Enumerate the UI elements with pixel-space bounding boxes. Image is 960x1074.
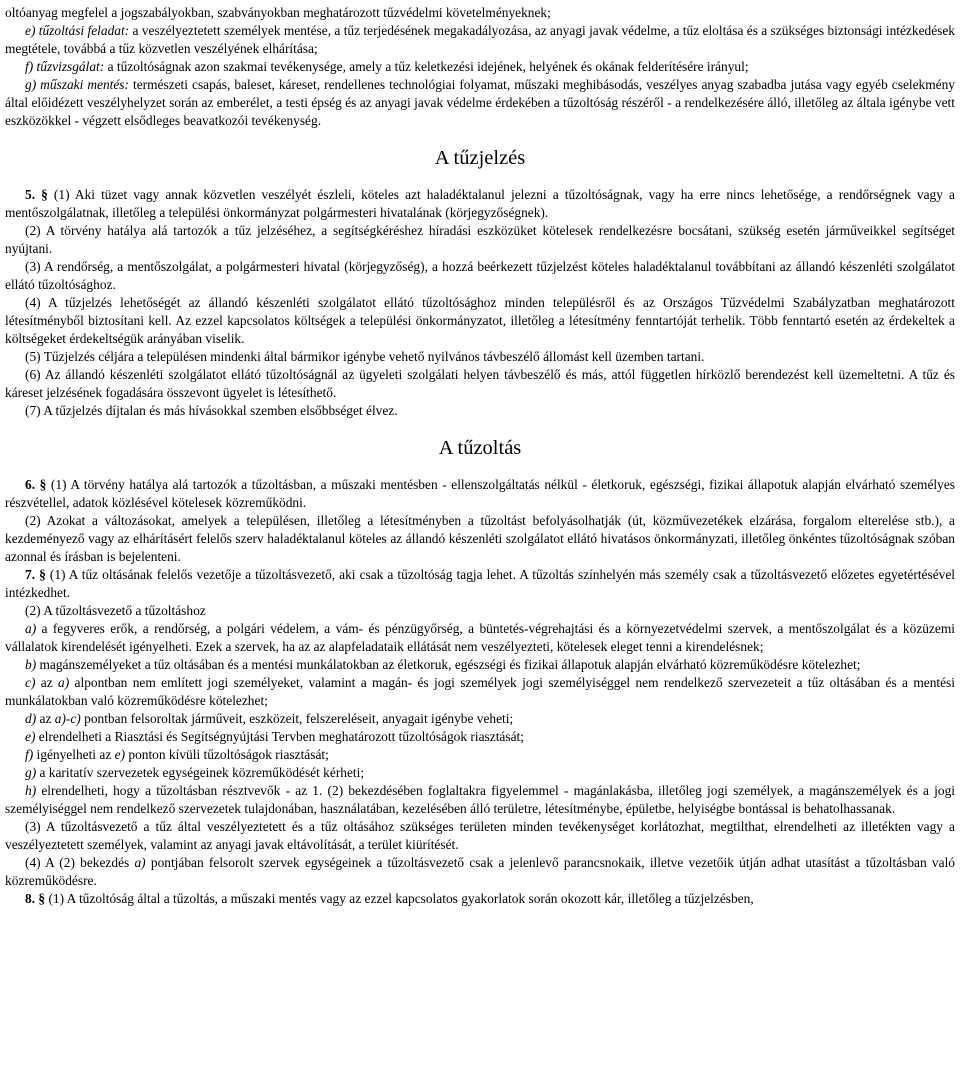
item-f-ref: e): [114, 747, 126, 762]
section-7-item-b: [5, 656, 955, 674]
section-5-para-7: (7) A tűzjelzés díjtalan és más hívásokkal szemben elsőbbséget élvez.: [25, 403, 398, 418]
section-sign: §: [41, 187, 48, 202]
definition-g-term: g) műszaki mentés:: [25, 77, 129, 92]
section-7-para-4: [5, 854, 955, 890]
section-5-para-4: (4) A tűzjelzés lehetőségét az állandó készenléti szolgálatot ellátó tűzoltósághoz minden településről és az Országos Tűzvédelmi Szabályzatban meghatározott létesítményből biztosítani kell. Az ezzel kapcsolatos költségek a települési önkormányzatot, illetőleg a létesítmény fenntartóját terhelik. Több fenntartó esetén az érdekeltek a költségeket érdekeltségük arányában viselik.: [5, 295, 955, 346]
section-7-text-1: (1) A tűz oltásának felelős vezetője a tűzoltásvezető, aki csak a tűzoltóság tagja lehet. A tűzoltás színhelyén más személy csak a tűzoltásvezető előzetes egyetértésével intézkedhet.: [5, 567, 956, 600]
definition-f: [5, 58, 955, 76]
section-8-text-1: (1) A tűzoltóság által a tűzoltás, a műszaki mentés vagy az ezzel kapcsolatos gyakorlatok során okozott kár, illetőleg a tűzjelzésben,: [45, 891, 754, 906]
section-sign: §: [38, 891, 46, 906]
section-7-para-2: (2) A tűzoltásvezető a tűzoltáshoz: [25, 603, 206, 618]
section-5-para-5: (5) Tűzjelzés céljára a településen mindenki által bármikor igénybe vehető nyilvános távbeszélő állomást kell üzemben tartani.: [25, 349, 705, 364]
item-b-text: magánszemélyeket a tűz oltásában és a mentési munkálatokban az életkoruk, egészségi és fizikai állapotuk alapján elvárható közreműködésre kötelezhet;: [36, 657, 861, 672]
section-8-para-1: [5, 890, 955, 908]
heading-tuzoltas: A tűzoltás: [438, 437, 522, 459]
item-a-text: a fegyveres erők, a rendőrség, a polgári védelem, a vám- és pénzügyőrség, a büntetés-végrehajtási és a környezetvédelmi szervek, a mentőszolgálat és a közüzemi vállalatok kirendelését igényelheti. Ezek a szervek, ha az az alapfeladataik ellátását nem veszélyezteti, kötelesek eleget tenni a kirendelésnek;: [5, 621, 955, 654]
section-sign: §: [39, 477, 47, 492]
item-e-text: elrendelheti a Riasztási és Segítségnyújtási Tervben meghatározott tűzoltóságok riasztását;: [35, 729, 524, 744]
section-7-item-h: [5, 782, 955, 818]
definition-e-text: a veszélyeztetett személyek mentése, a tűz terjedésének megakadályozása, az anyagi javak védelme, a tűz eloltása és a szükséges biztonsági intézkedések megtétele, továbbá a tűz közvetlen veszélyének elhárítása;: [5, 23, 956, 56]
item-h-label: h): [25, 783, 37, 798]
section-5-para-2: (2) A törvény hatálya alá tartozók a tűz jelzéséhez, a segítségkéréshez híradási eszközüket kötelesek rendelkezésre bocsátani, szükség esetén járműveikkel segítséget nyújtani.: [5, 223, 955, 256]
para-4-text: pontjában felsorolt szervek egységeinek a tűzoltásvezető csak a jelenlevő parancsnokaik, illetve vezetőik útján adhat utasítást a tűzoltásban való közreműködésre.: [5, 855, 955, 888]
item-e-label: e): [25, 729, 36, 744]
item-d-label: d): [25, 711, 37, 726]
definition-e: [5, 22, 955, 58]
section-7-item-e: [5, 728, 955, 746]
item-c-text: alpontban nem említett jogi személyeket, valamint a magán- és jogi személyek jogi személyiséggel nem rendelkező szervezeteit a tűz oltásában és a mentési munkálatokban való közreműködésre kötelezhet;: [5, 675, 955, 708]
heading-tuzjelzes: A tűzjelzés: [434, 147, 526, 169]
item-d-pre: az: [36, 711, 55, 726]
section-5-para-6: (6) Az állandó készenléti szolgálatot ellátó tűzoltóságnál az ügyeleti szolgálati helyen távbeszélő és más, attól független hírközlő berendezést kell üzemeltetni. A tűz és káreset jelzésének fogadására összevont ügyelet is létesíthető.: [5, 367, 955, 400]
definition-g-text: természeti csapás, baleset, káreset, rendellenes technológiai folyamat, műszaki meghibásodás, veszélyes anyag szabadba jutása vagy egyéb cselekmény által előidézett veszélyhelyzet során az emberélet, a testi épség és az anyagi javak védelme érdekében a tűzoltóság részéről - a rendelkezésére álló, illetőleg az általa igénybe vett eszközökkel - végzett elsődleges beavatkozói tevékenység.: [5, 77, 955, 128]
para-4-pre: (4) A (2) bekezdés: [25, 855, 135, 870]
section-7-item-a: [5, 620, 955, 656]
item-g-text: a karitatív szervezetek egységeinek közreműködését kérheti;: [36, 765, 365, 780]
section-7-item-d: [5, 710, 955, 728]
section-5-para-3: (3) A rendőrség, a mentőszolgálat, a polgármesteri hivatal (körjegyzőség), a hozzá beérkezett tűzjelzést köteles haladéktalanul továbbítani az állandó készenléti szolgálatot ellátó tűzoltósághoz.: [5, 259, 955, 292]
definition-f-term: f) tűzvizsgálat:: [25, 59, 105, 74]
section-7-para-3: (3) A tűzoltásvezető a tűz által veszélyeztetett és a tűz oltásához szükséges területen minden tevékenységet korlátozhat, megtilthat, elrendelheti az illetékten vagy a veszélyeztetett személyek, valamint az anyagi javak eltávolítását, a terület kiürítését.: [5, 819, 955, 852]
item-c-ref: a): [58, 675, 70, 690]
item-c-label: c): [25, 675, 36, 690]
item-f-label: f): [25, 747, 34, 762]
section-6-number: 6.: [25, 477, 36, 492]
section-7-item-c: [5, 674, 955, 710]
item-g-label: g): [25, 765, 37, 780]
definition-f-text: a tűzoltóságnak azon szakmai tevékenysége, amely a tűz keletkezési idejének, helyének és okának felderítésére irányul;: [104, 59, 749, 74]
section-6-para-1: [5, 476, 955, 512]
section-sign: §: [39, 567, 46, 582]
section-7-number: 7.: [25, 567, 36, 582]
para-4-ref: a): [134, 855, 146, 870]
section-7-para-1: [5, 566, 955, 602]
section-5-text-1: (1) Aki tüzet vagy annak közvetlen veszélyét észleli, köteles azt haladéktalanul jelezni a tűzoltóságnak, vagy ha erre nincs lehetősége, a rendőrségnek vagy a mentőszolgálatnak, illetőleg a települési önkormányzat polgármesteri hivatalának (körjegyzőségnek).: [5, 187, 955, 220]
item-c-pre: az: [35, 675, 59, 690]
item-d-ref: a)-c): [54, 711, 81, 726]
paragraph-d-tail: oltóanyag megfelel a jogszabályokban, szabványokban meghatározott tűzvédelmi követelményeknek;: [5, 5, 551, 20]
section-5-para-1: [5, 186, 955, 222]
item-a-label: a): [25, 621, 37, 636]
section-7-item-f: [5, 746, 955, 764]
item-f-pre: igényelheti az: [33, 747, 115, 762]
item-d-text: pontban felsoroltak járműveit, eszközeit, felszereléseit, anyagait igénybe veheti;: [80, 711, 514, 726]
section-6-para-2: (2) Azokat a változásokat, amelyek a településen, illetőleg a létesítményben a tűzoltást befolyásolhatják (út, közművezetékek elzárása, forgalom elterelése stb.), a kezdeményező vagy az elhárításért felelős szerv haladéktalanul köteles az állandó készenléti szolgálatot ellátó hivatásos önkormányzati, illetőleg önkéntes tűzoltóságnak szóban azonnal és írásban is bejelenteni.: [5, 513, 955, 564]
item-h-text: elrendelheti, hogy a tűzoltásban résztvevők - az 1. (2) bekezdésében foglaltakra figyelemmel - magánlakásba, illetőleg jogi személyek, a magánszemélyek és a jogi személyiséggel nem rendelkező szervezetek tulajdonában, használatában, kezelésében álló területre, létesítménybe, épületbe, helyiségbe bontással is behatolhassanak.: [5, 783, 955, 816]
section-6-text-1: (1) A törvény hatálya alá tartozók a tűzoltásban, a műszaki mentésben - ellenszolgáltatás nélkül - életkoruk, egészségi, fizikai állapotuk alapján elvárható személyes részvétellel, adatok közlésével kötelesek közreműködni.: [5, 477, 955, 510]
definition-g: [5, 76, 955, 130]
section-5-number: 5.: [25, 187, 36, 202]
item-b-label: b): [25, 657, 37, 672]
section-7-item-g: [5, 764, 955, 782]
item-f-text: ponton kívüli tűzoltóságok riasztását;: [125, 747, 329, 762]
section-8-number: 8.: [25, 891, 36, 906]
definition-e-term: e) tűzoltási feladat:: [25, 23, 130, 38]
